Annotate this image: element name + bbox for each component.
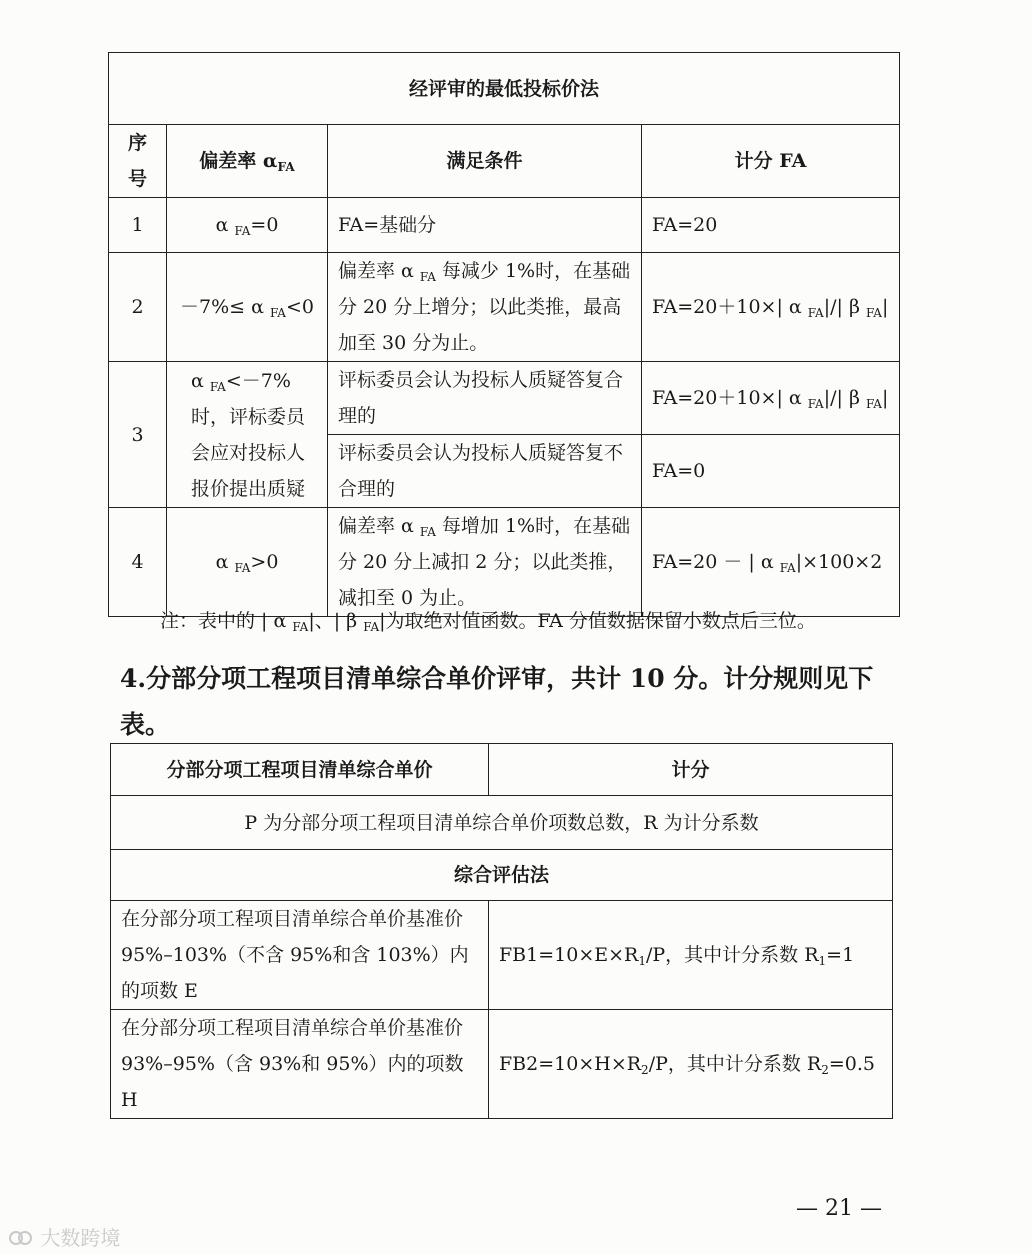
row1-score: FA=20 bbox=[642, 198, 900, 253]
header-condition: 满足条件 bbox=[328, 125, 642, 198]
row2-rate: －7%≤ α $_{FA}$<0 bbox=[167, 253, 328, 362]
row2-no: 2 bbox=[109, 253, 167, 362]
table-note: 注：表中的 | α $_{FA}$|、| β $_{FA}$|为取绝对值函数。FA 分值数据保留小数点后三位。 bbox=[160, 610, 816, 634]
row4-score: FA=20 － | α $_{FA}$|×100×2 bbox=[642, 508, 900, 617]
table-row bbox=[109, 362, 900, 435]
table-row bbox=[109, 508, 900, 617]
row3-condition-unreasonable: 评标委员会认为投标人质疑答复不合理的 bbox=[328, 435, 642, 508]
method-row: 综合评估法 bbox=[111, 850, 893, 901]
range2-description: 在分部分项工程项目清单综合单价基准价 93%–95%（含 93%和 95%）内的项数 H bbox=[111, 1010, 489, 1119]
table-row bbox=[109, 198, 900, 253]
range1-description: 在分部分项工程项目清单综合单价基准价 95%–103%（不含 95%和含 103%）内的项数 E bbox=[111, 901, 489, 1010]
table1-title: 经评审的最低投标价法 bbox=[109, 53, 900, 125]
table-row bbox=[111, 901, 893, 1010]
page-number: — 21 — bbox=[796, 1196, 882, 1221]
range2-formula: $FB2=10\times H\times R_2/P$，其中计分系数 $R_2=0.5$ bbox=[489, 1010, 893, 1119]
row2-condition: 偏差率 α $_{FA}$ 每减少 1%时，在基础分 20 分上增分；以此类推，最高加至 30 分为止。 bbox=[328, 253, 642, 362]
header-score: 计分 FA bbox=[642, 125, 900, 198]
definition-row: P 为分部分项工程项目清单综合单价项数总数，R 为计分系数 bbox=[111, 796, 893, 850]
row3-no: 3 bbox=[109, 362, 167, 508]
watermark-logo-icon bbox=[8, 1228, 34, 1248]
scoring-table-lowest-bid bbox=[108, 52, 900, 617]
watermark bbox=[8, 1222, 120, 1251]
row4-rate: α $_{FA}$>0 bbox=[167, 508, 328, 617]
row4-no: 4 bbox=[109, 508, 167, 617]
table-row bbox=[111, 1010, 893, 1119]
row3-rate: α $_{FA}$<－7%时，评标委员会应对投标人报价提出质疑 bbox=[167, 362, 328, 508]
row1-no: 1 bbox=[109, 198, 167, 253]
row3-score-reasonable: FA=20＋10×| α $_{FA}$|/| β $_{FA}$| bbox=[642, 362, 900, 435]
row3-condition-reasonable: 评标委员会认为投标人质疑答复合理的 bbox=[328, 362, 642, 435]
row2-score: FA=20＋10×| α $_{FA}$|/| β $_{FA}$| bbox=[642, 253, 900, 362]
row3-score-unreasonable: FA=0 bbox=[642, 435, 900, 508]
header-no: 序号 bbox=[109, 125, 167, 198]
table-row bbox=[109, 253, 900, 362]
row4-condition: 偏差率 α $_{FA}$ 每增加 1%时，在基础分 20 分上减扣 2 分；以此类推，减扣至 0 为止。 bbox=[328, 508, 642, 617]
row1-rate: α $_{FA}$=0 bbox=[167, 198, 328, 253]
header-score: 计分 bbox=[489, 744, 893, 796]
watermark-text: 大数跨境 bbox=[40, 1226, 121, 1250]
row1-condition: FA=基础分 bbox=[328, 198, 642, 253]
header-unit-price: 分部分项工程项目清单综合单价 bbox=[111, 744, 489, 796]
scoring-table-unit-price bbox=[110, 743, 893, 1119]
section-heading: 4.分部分项工程项目清单综合单价评审，共计 10 分。计分规则见下表。 bbox=[120, 664, 874, 739]
header-deviation-rate: 偏差率 $\alpha_{FA}$ bbox=[167, 125, 328, 198]
range1-formula: $FB1=10\times E\times R_1/P$，其中计分系数 $R_1=1$ bbox=[489, 901, 893, 1010]
